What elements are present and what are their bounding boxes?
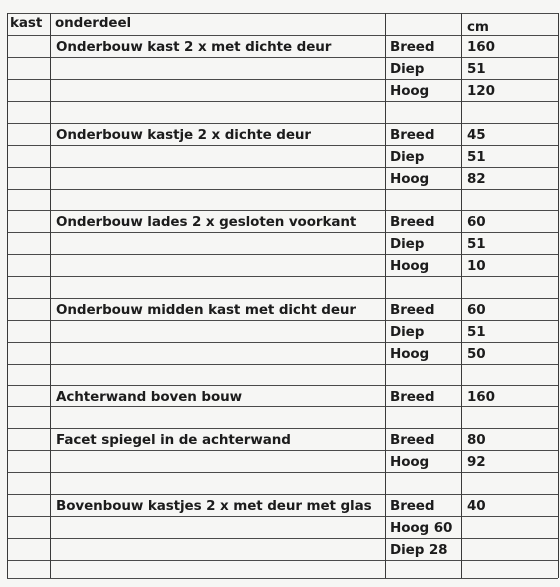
table-cell-dimension: Hoog [390, 454, 430, 470]
table-cell-dimension: Diep 28 [390, 542, 448, 558]
table-cell-cm: 45 [467, 127, 486, 143]
table-cell-cm: 92 [467, 454, 486, 470]
table-cell-dimension: Breed [390, 498, 435, 514]
header-onderdeel: onderdeel [55, 15, 132, 31]
table-cell-dimension: Hoog [390, 258, 430, 274]
table-cell-cm: 51 [467, 149, 486, 165]
row-divider [7, 79, 558, 80]
table-cell-onderdeel: Facet spiegel in de achterwand [56, 432, 291, 448]
table-cell-onderdeel: Bovenbouw kastjes 2 x met deur met glas [56, 498, 372, 514]
row-divider [7, 13, 558, 14]
table-cell-cm: 51 [467, 236, 486, 252]
table-cell-dimension: Hoog [390, 346, 430, 362]
row-divider [7, 254, 558, 255]
header-kast: kast [10, 15, 43, 31]
table-cell-onderdeel: Onderbouw lades 2 x gesloten voorkant [56, 214, 357, 230]
table-cell-cm: 10 [467, 258, 486, 274]
row-divider [7, 578, 558, 579]
row-divider [7, 189, 558, 190]
row-divider [7, 57, 558, 58]
row-divider [7, 35, 558, 36]
header-cm: cm [467, 19, 489, 35]
table-cell-cm: 51 [467, 61, 486, 77]
table-cell-cm: 160 [467, 389, 495, 405]
table-cell-cm: 40 [467, 498, 486, 514]
table-cell-dimension: Breed [390, 389, 435, 405]
table-cell-dimension: Diep [390, 61, 425, 77]
table-cell-onderdeel: Onderbouw midden kast met dicht deur [56, 302, 356, 318]
row-divider [7, 385, 558, 386]
row-divider [7, 538, 558, 539]
row-divider [7, 320, 558, 321]
row-divider [7, 428, 558, 429]
row-divider [7, 298, 558, 299]
row-divider [7, 167, 558, 168]
row-divider [7, 516, 558, 517]
row-divider [7, 560, 558, 561]
table-cell-cm: 60 [467, 302, 486, 318]
row-divider [7, 145, 558, 146]
table-cell-dimension: Breed [390, 214, 435, 230]
column-divider [7, 13, 8, 578]
row-divider [7, 276, 558, 277]
table-cell-dimension: Diep [390, 324, 425, 340]
table-cell-onderdeel: Onderbouw kast 2 x met dichte deur [56, 39, 332, 55]
row-divider [7, 364, 558, 365]
table-cell-dimension: Hoog 60 [390, 520, 453, 536]
table-cell-cm: 120 [467, 83, 495, 99]
row-divider [7, 450, 558, 451]
row-divider [7, 342, 558, 343]
row-divider [7, 123, 558, 124]
row-divider [7, 210, 558, 211]
row-divider [7, 494, 558, 495]
column-divider [50, 13, 51, 578]
column-divider [558, 13, 559, 578]
table-cell-dimension: Breed [390, 127, 435, 143]
row-divider [7, 101, 558, 102]
column-divider [385, 13, 386, 578]
row-divider [7, 472, 558, 473]
column-divider [461, 13, 462, 578]
table-cell-cm: 82 [467, 171, 486, 187]
table-cell-dimension: Diep [390, 236, 425, 252]
table-cell-cm: 80 [467, 432, 486, 448]
table-cell-dimension: Hoog [390, 171, 430, 187]
table-cell-dimension: Diep [390, 149, 425, 165]
table-cell-dimension: Hoog [390, 83, 430, 99]
table-cell-dimension: Breed [390, 39, 435, 55]
table-cell-dimension: Breed [390, 302, 435, 318]
table-cell-dimension: Breed [390, 432, 435, 448]
table-cell-onderdeel: Onderbouw kastje 2 x dichte deur [56, 127, 311, 143]
table-cell-onderdeel: Achterwand boven bouw [56, 389, 243, 405]
table-cell-cm: 60 [467, 214, 486, 230]
row-divider [7, 406, 558, 407]
table-cell-cm: 51 [467, 324, 486, 340]
table-cell-cm: 50 [467, 346, 486, 362]
table-cell-cm: 160 [467, 39, 495, 55]
row-divider [7, 232, 558, 233]
